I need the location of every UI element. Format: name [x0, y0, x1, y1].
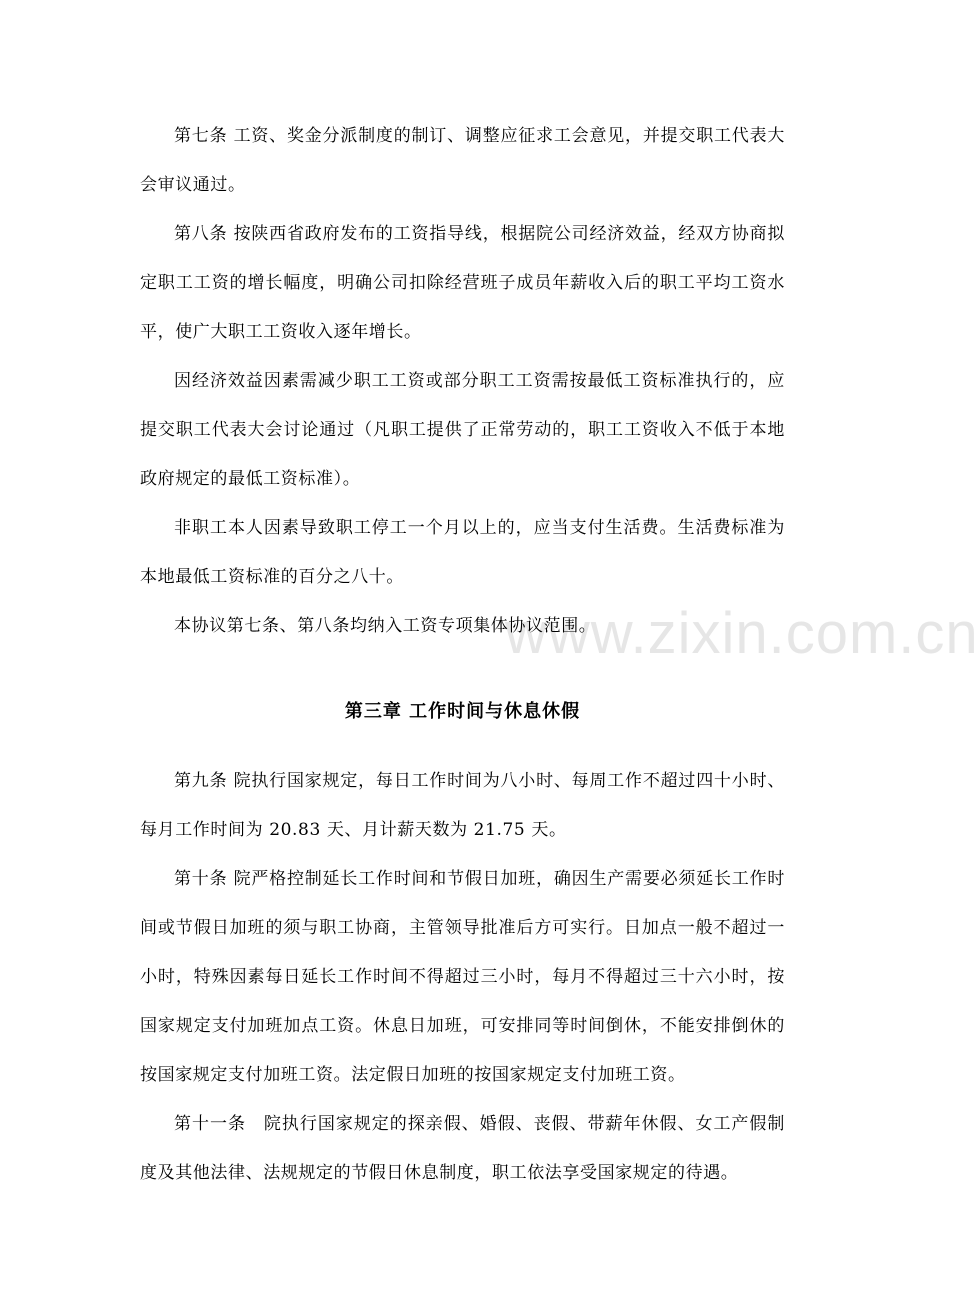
paragraph-article-10: 第十条 院严格控制延长工作时间和节假日加班，确因生产需要必须延长工作时间或节假日加班的须与职工协商，主管领导批准后方可实行。日加点一般不超过一小时，特殊因素每日延长工作时间不得超过三小时，每月不得超过三十六小时，按国家规定支付加班加点工资。休息日加班，可安排同等时间倒休，不能安排倒休的按国家规定支付加班工资。法定假日加班的按国家规定支付加班工资。 [140, 869, 785, 1085]
watermark: www.zixin.com.cn [505, 601, 979, 666]
paragraph-article-8: 第八条 按陕西省政府发布的工资指导线，根据院公司经济效益，经双方协商拟定职工工资的增长幅度，明确公司扣除经营班子成员年薪收入后的职工平均工资水平，使广大职工工资收入逐年增长。 [140, 224, 785, 342]
paragraph-article-7: 第七条 工资、奖金分派制度的制订、调整应征求工会意见，并提交职工代表大会审议通过。 [140, 126, 785, 195]
paragraph-living-allowance: 非职工本人因素导致职工停工一个月以上的，应当支付生活费。生活费标准为本地最低工资标准的百分之八十。 [140, 518, 785, 587]
chapter-heading: 第三章 工作时间与休息休假 [344, 701, 581, 722]
paragraph-agreement-scope: 本协议第七条、第八条均纳入工资专项集体协议范围。 [174, 616, 597, 636]
paragraph-article-11: 第十一条 院执行国家规定的探亲假、婚假、丧假、带薪年休假、女工产假制度及其他法律、法规规定的节假日休息制度，职工依法享受国家规定的待遇。 [140, 1114, 785, 1183]
paragraph-article-9: 第九条 院执行国家规定，每日工作时间为八小时、每周工作不超过四十小时、每月工作时间为 20.83 天、月计薪天数为 21.75 天。 [140, 771, 785, 840]
paragraph-wage-reduction: 因经济效益因素需减少职工工资或部分职工工资需按最低工资标准执行的，应提交职工代表大会讨论通过（凡职工提供了正常劳动的，职工工资收入不低于本地政府规定的最低工资标准）。 [140, 371, 785, 489]
